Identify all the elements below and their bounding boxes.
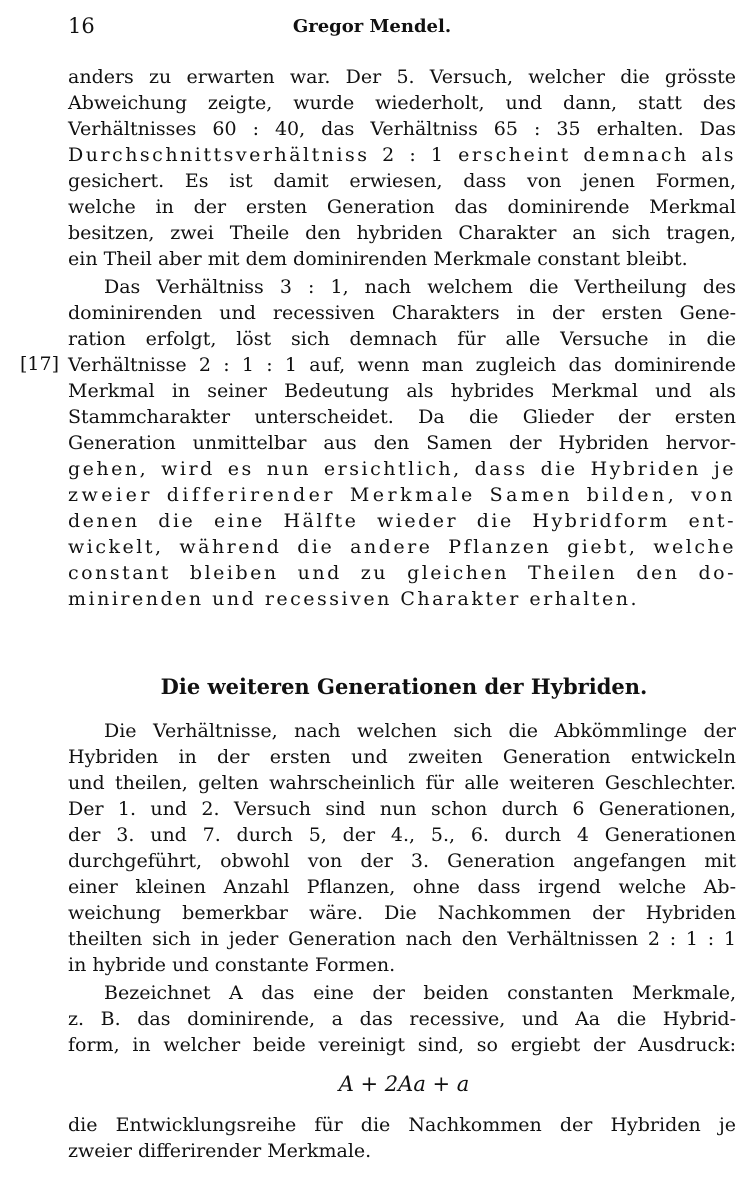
text-line: ein Theil aber mit dem dominirenden Merkmale constant bleibt. bbox=[68, 248, 688, 270]
text-line: Bezeichnet A das eine der beiden constanten Merkmale, bbox=[104, 982, 736, 1004]
text-line: Das Verhältniss 3 : 1, nach welchem die Vertheilung des bbox=[104, 276, 736, 298]
text-line: Merkmal in seiner Bedeutung als hybrides Merkmal und als bbox=[68, 380, 736, 402]
text-line: die Entwicklungsreihe für die Nachkommen der Hybriden je bbox=[68, 1114, 736, 1136]
text-line: anders zu erwarten war. Der 5. Versuch, welcher die grösste bbox=[68, 66, 736, 88]
text-line: constant bleiben und zu gleichen Theilen den do- bbox=[68, 562, 736, 584]
text-line: gehen, wird es nun ersichtlich, dass die Hybriden je bbox=[68, 458, 736, 480]
text-line: Durchschnittsverhältniss 2 : 1 erscheint demnach als bbox=[68, 144, 736, 166]
text-line: welche in der ersten Generation das dominirende Merkmal bbox=[68, 196, 736, 218]
text-line: dominirenden und recessiven Charakters in der ersten Gene- bbox=[68, 302, 736, 324]
running-head: Gregor Mendel. bbox=[292, 16, 452, 37]
text-line: weichung bemerkbar wäre. Die Nachkommen der Hybriden bbox=[68, 902, 736, 924]
text-line: zweier differirender Merkmale Samen bilden, von bbox=[68, 484, 736, 506]
text-line: gesichert. Es ist damit erwiesen, dass von jenen Formen, bbox=[68, 170, 736, 192]
text-line: Die Verhältnisse, nach welchen sich die Abkömmlinge der bbox=[104, 720, 736, 742]
section-heading: Die weiteren Generationen der Hybriden. bbox=[160, 674, 648, 699]
text-line: durchgeführt, obwohl von der 3. Generation angefangen mit bbox=[68, 850, 736, 872]
formula: A + 2Aa + a bbox=[338, 1072, 470, 1096]
text-line: Stammcharakter unterscheidet. Da die Glieder der ersten bbox=[68, 406, 736, 428]
text-line: z. B. das dominirende, a das recessive, und Aa die Hybrid- bbox=[68, 1008, 736, 1030]
text-line: zweier differirender Merkmale. bbox=[68, 1140, 372, 1162]
text-line: form, in welcher beide vereinigt sind, so ergiebt der Ausdruck: bbox=[68, 1034, 736, 1056]
text-line: der 3. und 7. durch 5, der 4., 5., 6. durch 4 Generationen bbox=[68, 824, 736, 846]
text-line: Der 1. und 2. Versuch sind nun schon durch 6 Generationen, bbox=[68, 798, 736, 820]
text-line: Verhältnisse 2 : 1 : 1 auf, wenn man zugleich das dominirende bbox=[68, 354, 736, 376]
text-line: Hybriden in der ersten und zweiten Generation entwickeln bbox=[68, 746, 736, 768]
text-line: wickelt, während die andere Pflanzen giebt, welche bbox=[68, 536, 736, 558]
text-line: ration erfolgt, löst sich demnach für alle Versuche in die bbox=[68, 328, 736, 350]
text-line: Generation unmittelbar aus den Samen der Hybriden hervor- bbox=[68, 432, 736, 454]
text-line: Verhältnisses 60 : 40, das Verhältniss 65 : 35 erhalten. Das bbox=[68, 118, 736, 140]
text-line: und theilen, gelten wahrscheinlich für alle weiteren Geschlechter. bbox=[68, 772, 736, 794]
text-line: einer kleinen Anzahl Pflanzen, ohne dass irgend welche Ab- bbox=[68, 876, 736, 898]
text-line: Abweichung zeigte, wurde wiederholt, und dann, statt des bbox=[68, 92, 736, 114]
page-number: 16 bbox=[68, 14, 95, 38]
text-line: minirenden und recessiven Charakter erhalten. bbox=[68, 588, 640, 610]
text-line: denen die eine Hälfte wieder die Hybridform ent- bbox=[68, 510, 736, 532]
text-line: theilten sich in jeder Generation nach den Verhältnissen 2 : 1 : 1 bbox=[68, 928, 736, 950]
margin-page-reference: [17] bbox=[20, 353, 60, 375]
text-line: besitzen, zwei Theile den hybriden Charakter an sich tragen, bbox=[68, 222, 736, 244]
text-line: in hybride und constante Formen. bbox=[68, 954, 396, 976]
